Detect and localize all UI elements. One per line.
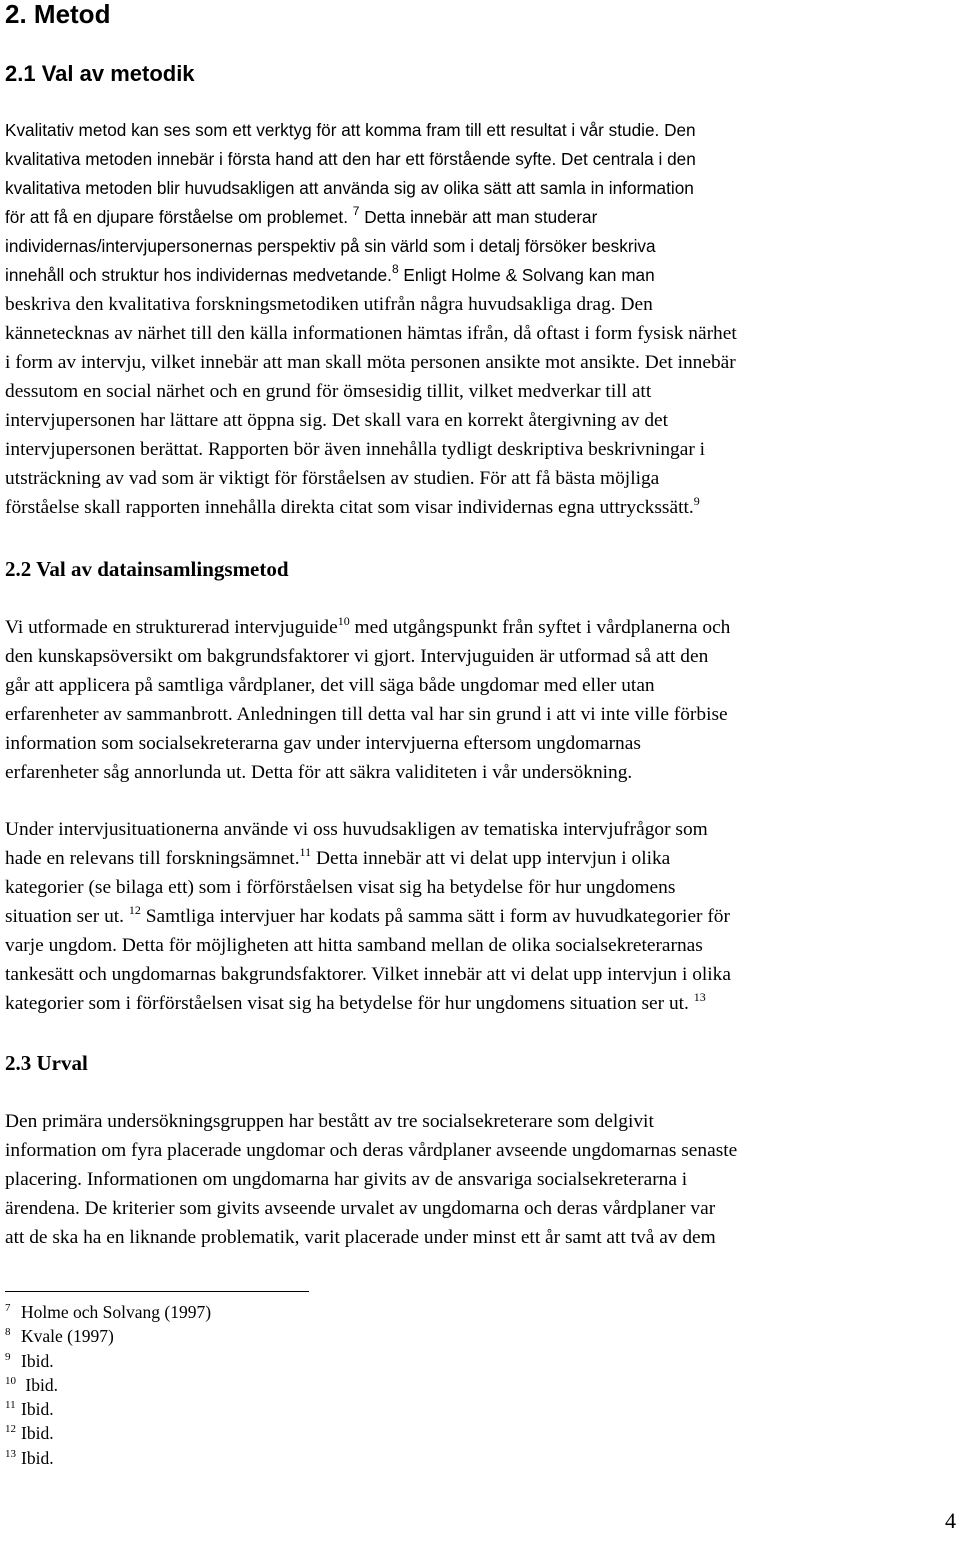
text-fragment: Detta innebär att man studerar	[359, 207, 598, 227]
text-line: placering. Informationen om ungdomarna har givits av de ansvariga socialsekreterarna i	[5, 1169, 688, 1190]
text-line: erfarenheter såg annorlunda ut. Detta för att säkra validiteten i vår undersökning.	[5, 762, 633, 783]
footnote-ref: 12	[128, 903, 141, 917]
footnote-ref: 13	[693, 990, 706, 1004]
text-line	[5, 261, 960, 290]
text-line: går att applicera på samtliga vårdplaner, det vill säga både ungdomar med eller utan	[5, 675, 655, 696]
text-fragment: med utgångspunkt från syftet i vårdplanerna och	[349, 617, 731, 638]
footnote-text: Ibid.	[21, 1447, 54, 1468]
section-heading-2-2: 2.2 Val av datainsamlingsmetod	[5, 557, 289, 581]
section-2-1-paragraph-serif	[5, 290, 960, 522]
text-fragment: för att få en djupare förståelse om problemet.	[5, 207, 353, 227]
footnote: 7 Holme och Solvang (1997)	[5, 1302, 212, 1322]
text-line: dessutom en social närhet och en grund för ömsesidig tillit, vilket medverkar till att	[5, 381, 652, 402]
text-fragment: Enligt Holme & Solvang kan man	[398, 265, 655, 285]
text-line	[5, 493, 960, 522]
footnote-text: Ibid.	[21, 1374, 58, 1395]
footnote-text: Ibid.	[21, 1350, 54, 1371]
footnote-text: Kvale (1997)	[21, 1326, 114, 1347]
footnote: 11 Ibid.	[5, 1399, 54, 1420]
text-line: Den primära undersökningsgruppen har bestått av tre socialsekreterare som delgivit	[5, 1111, 654, 1132]
footnote-ref: 11	[299, 845, 312, 859]
text-line: kvalitativa metoden innebär i första hand att den har ett förstående syfte. Det centrala i den	[5, 149, 696, 169]
text-line	[5, 989, 960, 1018]
footnote-text: Holme och Solvang (1997)	[21, 1302, 212, 1322]
footnote: 13 Ibid.	[5, 1447, 54, 1468]
text-line: information som socialsekreterarna gav under intervjuerna eftersom ungdomarnas	[5, 733, 641, 754]
text-line: utsträckning av vad som är viktigt för förståelsen av studien. För att få bästa möjliga	[5, 468, 660, 489]
section-heading-2-1: 2.1 Val av metodik	[5, 61, 195, 86]
section-2-1-paragraph-sans	[5, 116, 960, 290]
text-fragment: Vi utformade en strukturerad intervjuguide	[5, 617, 338, 638]
text-line: intervjupersonen har lättare att öppna sig. Det skall vara en korrekt återgivning av det	[5, 410, 669, 431]
text-fragment: innehåll och struktur hos individernas medvetande.	[5, 265, 392, 285]
text-line: kvalitativa metoden blir huvudsakligen att använda sig av olika sätt att samla in information	[5, 178, 694, 198]
section-2-3-paragraph	[5, 1107, 960, 1252]
chapter-title: 2. Metod	[5, 0, 111, 29]
text-line: kännetecknas av närhet till den källa informationen hämtas ifrån, då oftast i form fysisk närhet	[5, 323, 737, 344]
text-fragment: kategorier som i förförståelsen visat sig ha betydelse för hur ungdomens situation ser ut.	[5, 993, 694, 1014]
text-line: information om fyra placerade ungdomar och deras vårdplaner avseende ungdomarnas senaste	[5, 1140, 738, 1161]
section-2-2-paragraph-2	[5, 815, 960, 1018]
text-line: Under intervjusituationerna använde vi oss huvudsakligen av tematiska intervjufrågor som	[5, 819, 708, 840]
text-line: ärendena. De kriterier som givits avseende urvalet av ungdomarna och deras vårdplaner var	[5, 1198, 716, 1219]
text-line	[5, 203, 960, 232]
footnote-ref: 9	[693, 494, 700, 508]
text-line: att de ska ha en liknande problematik, varit placerade under minst ett år samt att två av dem	[5, 1227, 716, 1248]
section-heading-2-3: 2.3 Urval	[5, 1051, 88, 1075]
text-fragment: situation ser ut.	[5, 906, 129, 927]
text-line: i form av intervju, vilket innebär att man skall möta personen ansikte mot ansikte. Det innebär	[5, 352, 736, 373]
footnote-text: Ibid.	[21, 1423, 54, 1444]
text-line: individernas/intervjupersonernas perspektiv på sin värld som i detalj försöker beskriva	[5, 236, 656, 256]
footnote-ref: 8	[391, 262, 399, 276]
text-line	[5, 613, 960, 642]
text-fragment: förståelse skall rapporten innehålla direkta citat som visar individernas egna uttryckssätt.	[5, 497, 694, 518]
footnote-ref: 10	[337, 614, 350, 628]
footnote: 9 Ibid.	[5, 1350, 54, 1371]
text-line: Kvalitativ metod kan ses som ett verktyg för att komma fram till ett resultat i vår studie. Den	[5, 120, 696, 140]
footnote-text: Ibid.	[21, 1399, 54, 1420]
text-fragment: Samtliga intervjuer har kodats på samma sätt i form av huvudkategorier för	[140, 906, 730, 927]
text-fragment: Detta innebär att vi delat upp intervjun i olika	[311, 848, 671, 869]
text-line: intervjupersonen berättat. Rapporten bör även innehålla tydligt deskriptiva beskrivningar i	[5, 439, 706, 460]
text-line	[5, 902, 960, 931]
footnotes	[5, 1300, 211, 1470]
text-line: kategorier (se bilaga ett) som i förförståelsen visat sig ha betydelse för hur ungdomens	[5, 877, 676, 898]
text-line: erfarenheter av sammanbrott. Anledningen till detta val har sin grund i att vi inte ville förbise	[5, 704, 728, 725]
text-line: den kunskapsöversikt om bakgrundsfaktorer vi gjort. Intervjuguiden är utformad så att den	[5, 646, 709, 667]
footnote: 12 Ibid.	[5, 1423, 54, 1444]
text-line: beskriva den kvalitativa forskningsmetodiken utifrån några huvudsakliga drag. Den	[5, 294, 653, 315]
footnote: 8 Kvale (1997)	[5, 1326, 114, 1347]
page-number: 4	[945, 1508, 956, 1533]
footnote-ref: 7	[352, 204, 360, 218]
footnote: 10 Ibid.	[5, 1374, 58, 1395]
footnote-separator	[5, 1291, 309, 1292]
text-line	[5, 844, 960, 873]
text-line: tankesätt och ungdomarnas bakgrundsfaktorer. Vilket innebär att vi delat upp intervjun i olika	[5, 964, 731, 985]
section-2-2-paragraph-1	[5, 613, 960, 787]
text-line: varje ungdom. Detta för möjligheten att hitta samband mellan de olika socialsekreterarnas	[5, 935, 703, 956]
text-fragment: hade en relevans till forskningsämnet.	[5, 848, 300, 869]
